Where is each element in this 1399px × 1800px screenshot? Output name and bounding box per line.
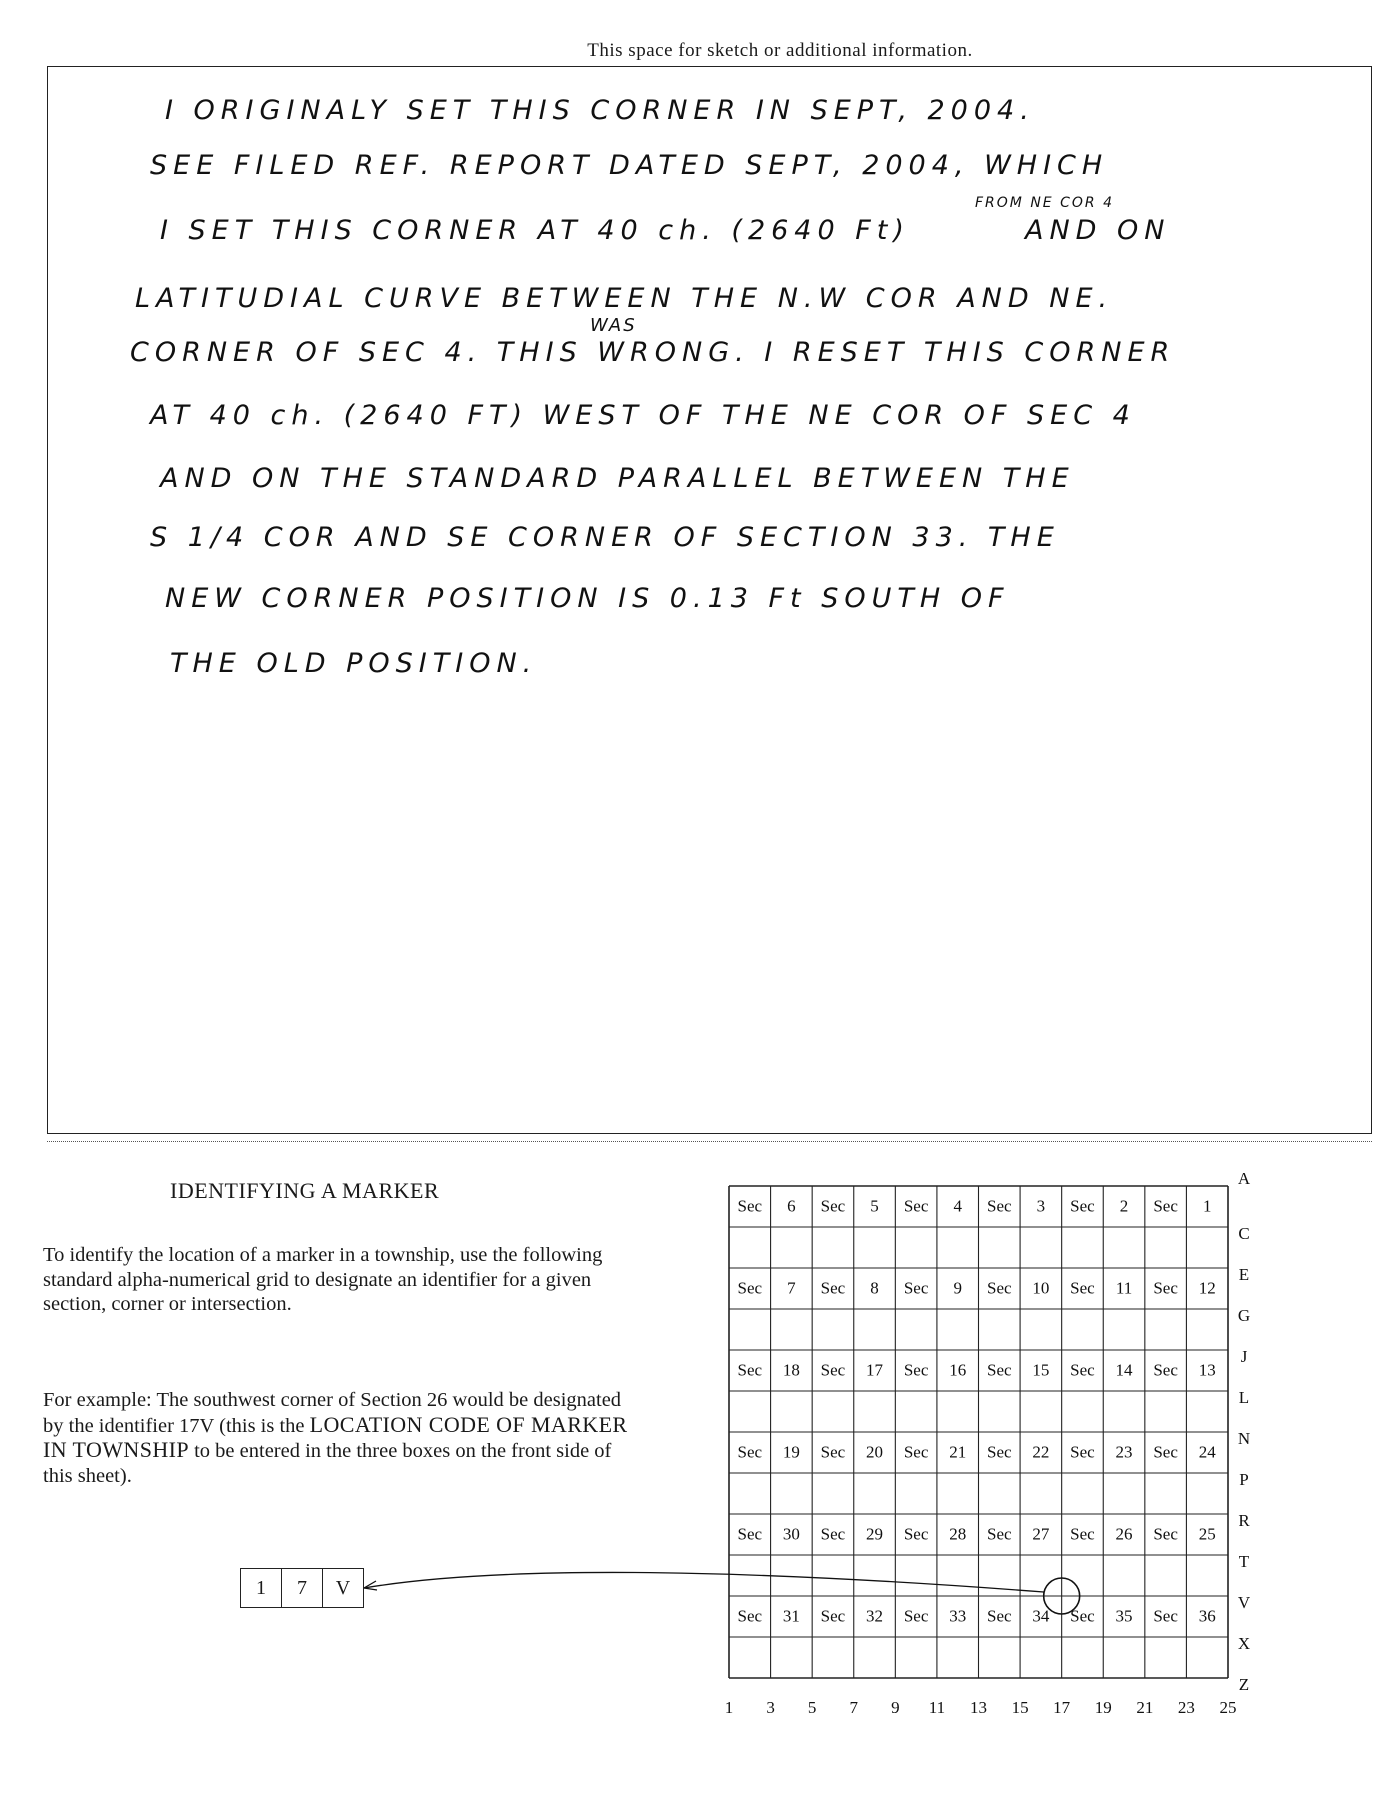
section-number-24: 24 [1198,1442,1216,1462]
section-sec-label: Sec [987,1278,1012,1298]
section-sec-label: Sec [820,1606,846,1626]
section-number-19: 19 [782,1442,800,1462]
section-sec-label: Sec [987,1524,1012,1544]
handwritten-insert-from: FROM NE COR 4 [975,195,1114,211]
handwritten-line-5: CORNER OF SEC 4. THIS WRONG. I RESET THIS CORNER [130,337,1176,368]
example-text-a: For example: The southwest corner of Section 26 would be designated by the identifier 17V (this is the [43,1389,622,1437]
row-letter-P: P [1239,1470,1249,1489]
row-letter-R: R [1238,1511,1250,1530]
section-sec-label: Sec [820,1524,846,1544]
section-sec-label: Sec [1153,1524,1178,1544]
section-number-5: 5 [870,1196,879,1216]
handwritten-line-3: I SET THIS CORNER AT 40 ch. (2640 Ft) [160,215,910,246]
section-number-21: 21 [949,1442,967,1462]
section-sec-label: Sec [903,1524,929,1544]
code-box-1: 1 [241,1569,282,1607]
handwritten-line-10: THE OLD POSITION. [170,648,538,679]
row-letter-T: T [1238,1552,1250,1571]
section-sec-label: Sec [737,1196,763,1216]
section-sec-label: Sec [1153,1360,1178,1380]
section-number-26: 26 [1115,1524,1133,1544]
section-number-33: 33 [949,1606,967,1626]
section-number-10: 10 [1032,1278,1050,1298]
section-number-14: 14 [1115,1360,1133,1380]
section-number-8: 8 [870,1278,879,1298]
section-number-22: 22 [1032,1442,1050,1462]
column-number-21: 21 [1136,1698,1154,1717]
leader-arrowhead [364,1581,377,1590]
instruction-paragraph: To identify the location of a marker in a township, use the following standard alpha-numerical grid to designate an identifier for a given section, corner or intersection. [43,1244,603,1315]
leader-line [364,1572,1044,1592]
handwritten-line-7: AND ON THE STANDARD PARALLEL BETWEEN THE [160,463,1075,494]
row-letter-C: C [1238,1224,1250,1243]
section-number-1: 1 [1202,1196,1212,1216]
section-sec-label: Sec [1153,1196,1178,1216]
section-sec-label: Sec [1153,1278,1178,1298]
section-number-25: 25 [1198,1524,1216,1544]
section-number-17: 17 [866,1360,884,1380]
code-box-3: V [335,1576,351,1599]
section-number-28: 28 [949,1524,967,1544]
section-sec-label: Sec [820,1278,846,1298]
section-number-7: 7 [787,1278,796,1298]
section-sec-label: Sec [987,1360,1012,1380]
example-text-caps: LOCATION CODE OF MARKER IN TOWNSHIP [43,1411,628,1462]
column-number-17: 17 [1053,1698,1071,1717]
handwritten-line-3b: AND ON [1025,215,1171,246]
column-number-23: 23 [1177,1698,1195,1717]
section-sec-label: Sec [987,1606,1012,1626]
section-sec-label: Sec [737,1442,763,1462]
section-sec-label: Sec [1070,1278,1095,1298]
handwritten-line-1: I ORIGINALY SET THIS CORNER IN SEPT, 2004. [165,95,1035,126]
row-letter-Z: Z [1238,1675,1250,1694]
section-sec-label: Sec [820,1442,846,1462]
section-sec-label: Sec [987,1442,1012,1462]
section-number-34: 34 [1032,1606,1050,1626]
section-sec-label: Sec [820,1196,846,1216]
column-number-25: 25 [1219,1698,1237,1717]
section-sec-label: Sec [987,1196,1012,1216]
column-number-19: 19 [1094,1698,1112,1717]
section-title: IDENTIFYING A MARKER [170,1178,440,1203]
section-number-2: 2 [1119,1196,1129,1216]
section-sec-label: Sec [1070,1606,1095,1626]
section-number-29: 29 [866,1524,884,1544]
sketch-caption: This space for sketch or additional information. [587,40,973,61]
row-letter-N: N [1237,1429,1251,1448]
section-number-15: 15 [1032,1360,1050,1380]
row-letter-L: L [1238,1388,1250,1407]
section-number-35: 35 [1115,1606,1133,1626]
handwritten-insert-was: WAS [590,315,637,336]
section-number-11: 11 [1115,1278,1133,1298]
row-letter-V: V [1237,1593,1251,1612]
section-number-23: 23 [1115,1442,1133,1462]
column-number-7: 7 [849,1698,858,1717]
code-box-2: 7 [282,1569,323,1607]
section-number-4: 4 [953,1196,962,1216]
section-number-31: 31 [782,1606,800,1626]
handwritten-line-9: NEW CORNER POSITION IS 0.13 Ft SOUTH OF [165,583,1010,614]
section-sec-label: Sec [903,1360,929,1380]
section-number-12: 12 [1198,1278,1216,1298]
handwritten-line-8: S 1/4 COR AND SE CORNER OF SECTION 33. THE [150,522,1060,553]
handwritten-line-2: SEE FILED REF. REPORT DATED SEPT, 2004, WHICH [150,150,1109,181]
section-number-20: 20 [866,1442,884,1462]
section-sec-label: Sec [737,1278,763,1298]
section-sec-label: Sec [903,1606,929,1626]
row-letter-G: G [1237,1306,1251,1325]
row-letter-E: E [1238,1265,1250,1284]
column-number-3: 3 [766,1698,775,1717]
row-letter-X: X [1237,1634,1251,1653]
handwritten-line-6: AT 40 ch. (2640 FT) WEST OF THE NE COR OF SEC 4 [150,400,1136,431]
section-number-3: 3 [1036,1196,1046,1216]
row-letter-A: A [1237,1169,1251,1188]
column-number-5: 5 [807,1698,817,1717]
column-number-13: 13 [970,1698,987,1717]
section-sec-label: Sec [737,1524,763,1544]
column-number-9: 9 [891,1698,900,1717]
section-number-6: 6 [787,1196,796,1216]
section-sec-label: Sec [1153,1442,1178,1462]
section-sec-label: Sec [903,1442,929,1462]
column-number-15: 15 [1011,1698,1029,1717]
row-letter-J: J [1240,1347,1248,1366]
section-number-30: 30 [782,1524,800,1544]
section-sec-label: Sec [737,1606,763,1626]
section-number-32: 32 [866,1606,884,1626]
section-sec-label: Sec [1070,1360,1095,1380]
handwritten-line-4: LATITUDIAL CURVE BETWEEN THE N.W COR AND NE. [135,283,1114,314]
section-number-16: 16 [949,1360,967,1380]
section-number-36: 36 [1198,1606,1216,1626]
column-number-1: 1 [724,1698,734,1717]
section-sec-label: Sec [737,1360,763,1380]
example-text-b: to be entered in the three boxes on the front side of this sheet). [43,1440,612,1487]
section-number-13: 13 [1198,1360,1216,1380]
section-sec-label: Sec [903,1196,929,1216]
section-sec-label: Sec [1070,1196,1095,1216]
column-number-11: 11 [928,1698,946,1717]
section-number-18: 18 [782,1360,800,1380]
section-sec-label: Sec [1070,1524,1095,1544]
section-number-9: 9 [953,1278,962,1298]
section-sec-label: Sec [1153,1606,1178,1626]
section-sec-label: Sec [1070,1442,1095,1462]
section-sec-label: Sec [820,1360,846,1380]
section-number-27: 27 [1032,1524,1050,1544]
section-sec-label: Sec [903,1278,929,1298]
